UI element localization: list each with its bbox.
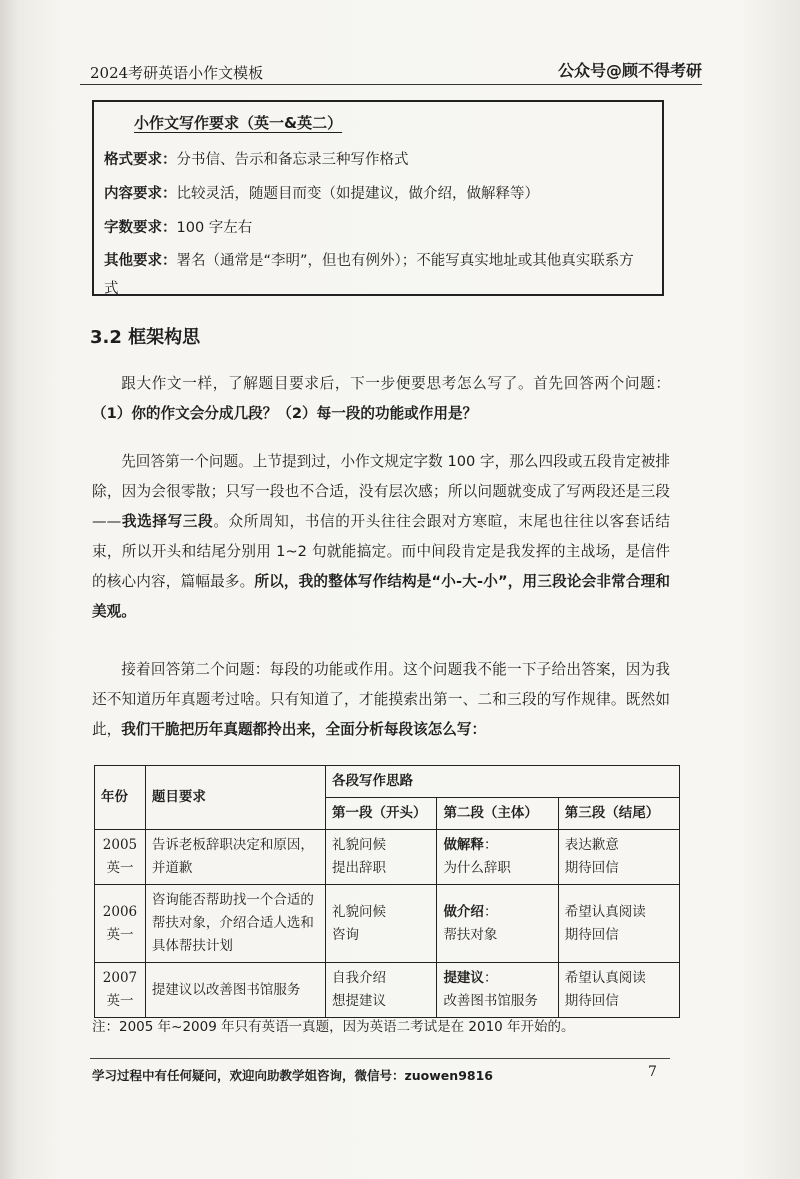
year-value: 2006 — [102, 903, 138, 920]
requirement-label: 格式要求： — [104, 152, 177, 168]
page-header — [80, 58, 702, 85]
cell-para2 — [437, 885, 558, 963]
para1-line: 想提建议 — [331, 993, 386, 1009]
exam-value: 英一 — [106, 860, 134, 876]
header-para3: 第三段（结尾） — [558, 798, 679, 830]
exam-value: 英一 — [106, 926, 134, 943]
requirement-text: 署名（通常是“李明”，但也有例外）；不能写真实地址或其他真实联系方式 — [104, 253, 634, 297]
paragraph-bold-text: 我们干脆把历年真题都拎出来，全面分析每段该怎么写： — [121, 721, 487, 738]
para3-line: 希望认真阅读 — [564, 903, 646, 920]
paragraph-bold-text: 我选择写三段 — [121, 513, 214, 530]
requirement-label: 字数要求： — [104, 220, 177, 236]
header-year: 年份 — [95, 766, 146, 830]
requirements-box — [92, 100, 664, 296]
para1-line: 礼貌问候 — [331, 903, 386, 920]
para2-function: 做介绍 — [443, 903, 484, 920]
section-title: 3.2 框架构思 — [90, 327, 201, 348]
header-account-name: 公众号@顾不得考研 — [557, 61, 702, 80]
para2-colon: ： — [483, 970, 498, 986]
cell-year — [95, 963, 146, 1018]
para3-line: 期待回信 — [564, 860, 619, 876]
requirement-content — [104, 177, 648, 211]
cell-requirement: 告诉老板辞职决定和原因，并道歉 — [145, 830, 325, 885]
paragraph-text: 先回答第一个问题。上节提到过，小作文规定字数 100 字，那么四段或五段肯定被排除，因为会很零散；只写一段也不合适，没有层次感；所以问题就变成了写两段还是三段—— — [92, 453, 670, 530]
requirement-format — [104, 143, 648, 177]
year-value: 2005 — [102, 837, 138, 853]
para2-line: 改善图书馆服务 — [443, 993, 538, 1009]
para1-line: 自我介绍 — [331, 970, 386, 986]
para1-line: 咨询 — [331, 926, 359, 943]
table-row — [95, 963, 680, 1018]
paragraph-bold-text: （1）你的作文会分成几段？（2）每一段的功能或作用是？ — [92, 405, 478, 422]
footer-divider — [90, 1058, 670, 1059]
para3-line: 希望认真阅读 — [564, 970, 646, 986]
paragraph-text: 跟大作文一样，了解题目要求后，下一步便要思考怎么写了。首先回答两个问题： — [121, 375, 670, 392]
cell-para2 — [437, 963, 558, 1018]
para2-line: 帮扶对象 — [443, 926, 498, 943]
year-value: 2007 — [102, 970, 138, 986]
requirement-label: 内容要求： — [104, 186, 177, 202]
requirement-text: 分书信、告示和备忘录三种写作格式 — [176, 152, 409, 168]
paragraph-text: 接着回答第二个问题：每段的功能或作用。这个问题我不能一下子给出答案，因为我还不知道历年真题考过啥。只有知道了，才能摸索出第一、二和三段的写作规律。既然如此， — [92, 661, 670, 738]
para2-line: 为什么辞职 — [443, 860, 511, 876]
para3-line: 期待回信 — [564, 993, 619, 1009]
cell-para1 — [325, 963, 436, 1018]
table-row — [95, 885, 680, 963]
paragraph-3 — [92, 655, 670, 745]
header-requirement: 题目要求 — [145, 766, 325, 830]
requirement-label: 其他要求： — [104, 253, 177, 269]
para1-line: 提出辞职 — [331, 860, 386, 876]
cell-para3 — [558, 885, 679, 963]
cell-para1 — [325, 830, 436, 885]
cell-year — [95, 830, 146, 885]
cell-year — [95, 885, 146, 963]
footer-contact: 学习过程中有任何疑问，欢迎向助教学姐咨询，微信号：zuowen9816 — [92, 1068, 493, 1083]
table-header-row — [95, 766, 680, 798]
exam-analysis-table — [94, 765, 680, 1018]
requirements-title: 小作文写作要求（英一&英二） — [134, 114, 343, 132]
exam-value: 英一 — [106, 993, 134, 1009]
para1-line: 礼貌问候 — [331, 837, 386, 853]
cell-para1 — [325, 885, 436, 963]
table-note: 注：2005 年~2009 年只有英语一真题，因为英语二考试是在 2010 年开始的。 — [92, 1019, 575, 1035]
para2-function: 提建议 — [443, 970, 484, 986]
para3-line: 期待回信 — [564, 926, 619, 943]
para2-colon: ： — [483, 903, 498, 920]
requirement-wordcount — [104, 211, 648, 245]
para3-line: 表达歉意 — [564, 837, 619, 853]
requirement-text: 100 字左右 — [176, 220, 253, 236]
header-para1: 第一段（开头） — [325, 798, 436, 830]
para2-colon: ： — [483, 837, 498, 853]
cell-para2 — [437, 830, 558, 885]
paragraph-bold-text: 所以，我的整体写作结构是“小-大-小”，用三段论会非常合理和美观。 — [92, 573, 670, 620]
requirement-text: 比较灵活，随题目而变（如提建议，做介绍，做解释等） — [176, 186, 539, 202]
requirement-other — [104, 245, 648, 303]
cell-para3 — [558, 963, 679, 1018]
paragraph-1 — [92, 369, 670, 429]
table-row — [95, 830, 680, 885]
header-para2: 第二段（主体） — [437, 798, 558, 830]
header-ideas: 各段写作思路 — [325, 766, 679, 798]
paragraph-text: 。众所周知，书信的开头往往会跟对方寒暄，末尾也往往以客套话结束，所以开头和结尾分别用 1~2 句就能搞定。而中间段肯定是我发挥的主战场，是信件的核心内容，篇幅最多。 — [92, 513, 670, 590]
paragraph-2 — [92, 447, 670, 627]
page-number: 7 — [648, 1064, 657, 1080]
cell-requirement: 提建议以改善图书馆服务 — [145, 963, 325, 1018]
cell-para3 — [558, 830, 679, 885]
header-book-title: 2024考研英语小作文模板 — [90, 64, 264, 82]
para2-function: 做解释 — [443, 837, 484, 853]
cell-requirement: 咨询能否帮助找一个合适的帮扶对象，介绍合适人选和具体帮扶计划 — [145, 885, 325, 963]
